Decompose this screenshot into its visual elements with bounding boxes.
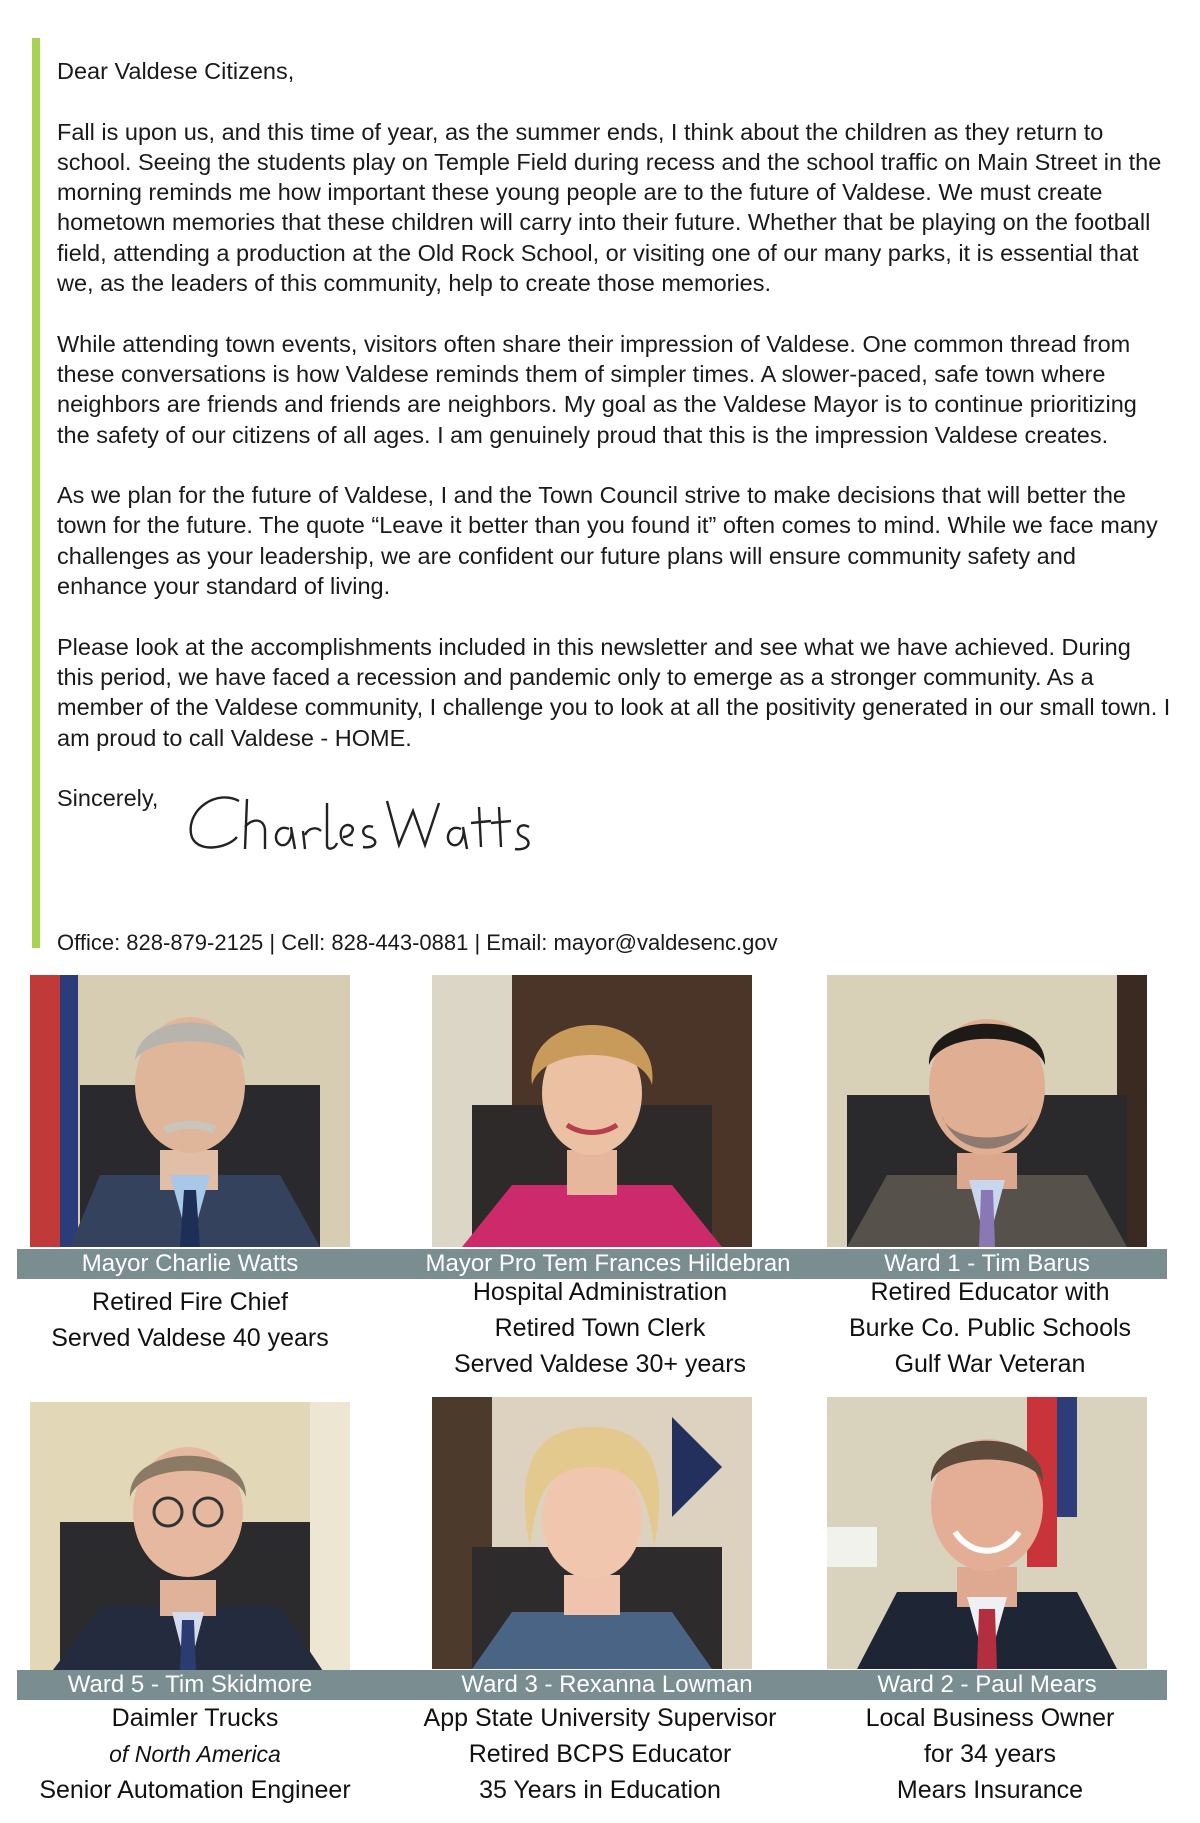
council-desc-mayor [20,1284,360,1356]
desc-line: Retired BCPS Educator [468,1740,732,1768]
photo-ward-3 [432,1397,752,1669]
letter-paragraph-4: Please look at the accomplishments included in this newsletter and see what we have achieved. During this period, we have faced a recession and pandemic only to emerge as a stronger community. As a member of the Valdese community, I challenge you to look at all the positivity generated in our small town. I am proud to call Valdese - HOME. [57,633,1171,751]
photo-ward-2 [827,1397,1147,1669]
accent-bar [32,38,40,948]
desc-line: Senior Automation Engineer [39,1776,351,1804]
council-desc-ward-5 [15,1700,375,1808]
letter-greeting: Dear Valdese Citizens, [57,58,295,84]
council-name-mayor: Mayor Charlie Watts [81,1250,299,1277]
council-name-mayor-pro-tem: Mayor Pro Tem Frances Hildebran [425,1250,791,1277]
photo-mayor-pro-tem [432,975,752,1247]
council-desc-mayor-pro-tem [400,1274,800,1382]
letter-paragraph-2: While attending town events, visitors often share their impression of Valdese. One common thread from these conversations is how Valdese reminds them of simpler times. A slower-paced, safe town where neighbors are friends and friends are neighbors. My goal as the Valdese Mayor is to continue prioritizing the safety of our citizens of all ages. I am genuinely proud that this is the impression Valdese creates. [57,330,1137,448]
photo-ward-5 [30,1402,350,1674]
council-desc-ward-3 [400,1700,800,1808]
desc-line: 35 Years in Education [479,1776,721,1804]
desc-line: Gulf War Veteran [894,1350,1086,1378]
desc-line: Daimler Trucks [111,1704,279,1732]
desc-line: Retired Town Clerk [494,1314,706,1342]
council-name-ward-5: Ward 5 - Tim Skidmore [67,1671,313,1698]
council-band-row-2 [17,1670,1167,1700]
desc-line-italic: of North America [109,1741,281,1767]
desc-line: Local Business Owner [865,1704,1115,1732]
desc-line: for 34 years [923,1740,1056,1768]
signature-image [177,779,537,859]
mayor-letter [57,56,1172,851]
desc-line: Retired Fire Chief [92,1288,288,1316]
contact-info: Office: 828-879-2125 | Cell: 828-443-0881 | Email: mayor@valdesenc.gov [57,930,778,955]
council-name-ward-3: Ward 3 - Rexanna Lowman [461,1671,753,1698]
desc-line: Mears Insurance [896,1776,1084,1804]
desc-line: Burke Co. Public Schools [848,1314,1132,1342]
desc-line: Hospital Administration [472,1278,728,1306]
council-desc-ward-1 [810,1274,1170,1382]
closing-word: Sincerely, [57,785,159,812]
council-desc-ward-2 [810,1700,1170,1808]
photo-mayor [30,975,350,1247]
photo-ward-1 [827,975,1147,1247]
desc-line: App State University Supervisor [423,1704,777,1732]
desc-line: Served Valdese 30+ years [453,1350,747,1378]
council-name-ward-2: Ward 2 - Paul Mears [877,1671,1097,1698]
letter-closing [57,783,1172,851]
council-name-ward-1: Ward 1 - Tim Barus [884,1250,1090,1277]
letter-paragraph-3: As we plan for the future of Valdese, I and the Town Council strive to make decisions that will better the town for the future. The quote “Leave it better than you found it” often comes to mind. While we face many challenges as your leadership, we are confident our future plans will ensure community safety and enhance your standard of living. [57,482,1158,600]
letter-paragraph-1: Fall is upon us, and this time of year, as the summer ends, I think about the children as they return to school. Seeing the students play on Temple Field during recess and the school traffic on Main Street in the morning reminds me how important these young people are to the future of Valdese. We must create hometown memories that these children will carry into their future. Whether that be playing on the football field, attending a production at the Old Rock School, or visiting one of our many parks, it is essential that we, as the leaders of this community, help to create those memories. [57,118,1162,297]
desc-line: Retired Educator with [870,1278,1110,1306]
desc-line: Served Valdese 40 years [51,1324,329,1352]
